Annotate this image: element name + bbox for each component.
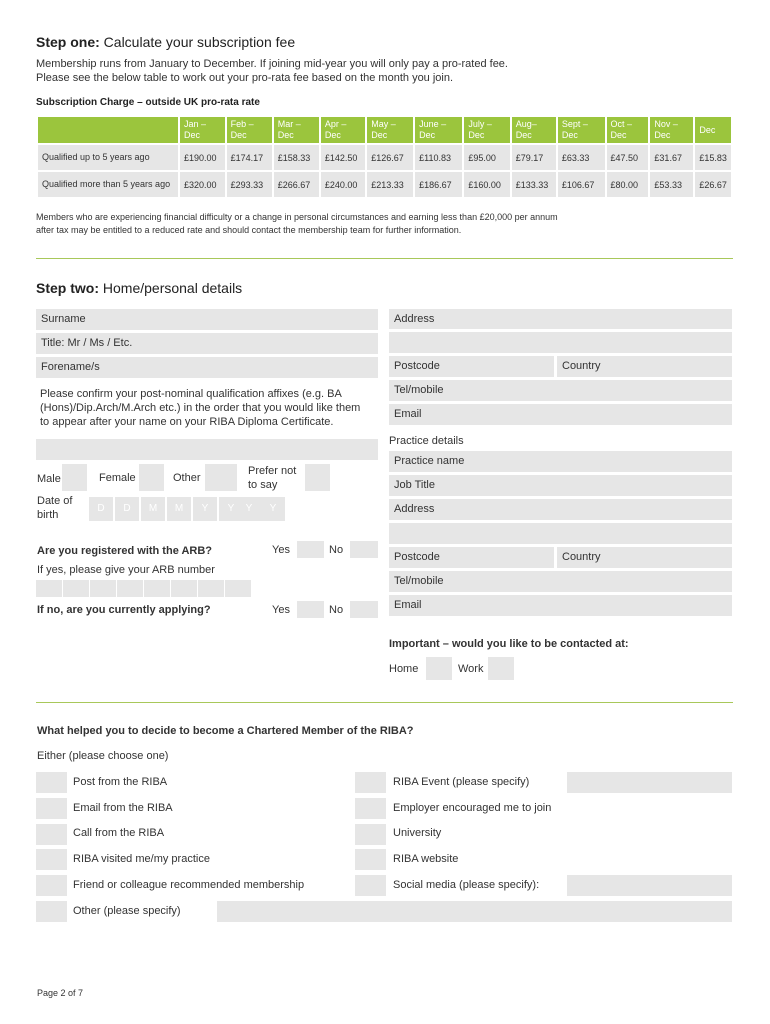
social-specify-input[interactable]: [567, 875, 732, 896]
fee-row-label: Qualified up to 5 years ago: [38, 145, 178, 170]
affix-instruction-1: Please confirm your post-nominal qualification affixes (e.g. BA: [40, 388, 342, 400]
option-checkbox[interactable]: [36, 772, 67, 793]
arb-yes-label: Yes: [272, 544, 290, 556]
section-divider: [36, 702, 733, 703]
title-field[interactable]: Title: Mr / Ms / Etc.: [36, 333, 378, 354]
arb-question: Are you registered with the ARB?: [37, 545, 213, 557]
home-email-field[interactable]: Email: [389, 404, 732, 425]
option-other-label: Other (please specify): [73, 905, 181, 917]
fee-table: [36, 115, 733, 199]
fee-cell: £26.67: [695, 172, 731, 197]
practice-email-field[interactable]: Email: [389, 595, 732, 616]
other-specify-input[interactable]: [217, 901, 732, 922]
option-checkbox[interactable]: [355, 798, 386, 819]
intro-line-2: Please see the below table to work out your pro-rata fee based on the month you join.: [36, 72, 454, 84]
fee-col-header: Jan – Dec: [180, 117, 225, 143]
practice-address-line-2[interactable]: [389, 523, 732, 544]
gender-female-label: Female: [99, 472, 136, 484]
practice-country-field[interactable]: Country: [557, 547, 732, 568]
step-one-heading: [36, 34, 295, 50]
arb-number-digit[interactable]: [198, 580, 224, 597]
affix-instruction-2: (Hons)/Dip.Arch/M.Arch etc.) in the order that you would like them: [40, 402, 361, 414]
home-address-field[interactable]: Address: [389, 309, 732, 329]
dob-digit-input[interactable]: Y: [237, 497, 261, 521]
fee-cell: £110.83: [415, 145, 462, 170]
fee-col-header: Nov – Dec: [650, 117, 693, 143]
step-one-title: Calculate your subscription fee: [99, 34, 296, 50]
fee-col-header: June – Dec: [415, 117, 462, 143]
option-call-label: Call from the RIBA: [73, 827, 165, 839]
option-checkbox[interactable]: [36, 901, 67, 922]
gender-male-checkbox[interactable]: [62, 464, 87, 491]
option-checkbox[interactable]: [355, 875, 386, 896]
section-divider: [36, 258, 733, 259]
fee-cell: £186.67: [415, 172, 462, 197]
fee-cell: £31.67: [650, 145, 693, 170]
fee-cell: £80.00: [607, 172, 649, 197]
home-postcode-field[interactable]: Postcode: [389, 356, 554, 377]
fee-col-header: Mar – Dec: [274, 117, 319, 143]
option-event-label: RIBA Event (please specify): [393, 776, 530, 788]
fee-cell: £293.33: [227, 172, 272, 197]
gender-other-checkbox[interactable]: [205, 464, 237, 491]
affix-instruction-3: to appear after your name on your RIBA Diploma Certificate.: [40, 416, 334, 428]
dob-label-1: Date of: [37, 495, 73, 507]
option-university-label: University: [393, 827, 442, 839]
dob-digit-input[interactable]: D: [89, 497, 113, 521]
arb-number-digit[interactable]: [171, 580, 197, 597]
choose-one-label: Either (please choose one): [37, 750, 169, 762]
fee-cell: £320.00: [180, 172, 225, 197]
arb-number-digit[interactable]: [144, 580, 170, 597]
fee-cell: £266.67: [274, 172, 319, 197]
event-specify-input[interactable]: [567, 772, 732, 793]
option-checkbox[interactable]: [36, 875, 67, 896]
dob-digit-input[interactable]: M: [167, 497, 191, 521]
option-social-label: Social media (please specify):: [393, 879, 540, 891]
arb-number-digit[interactable]: [63, 580, 89, 597]
fee-table-title: Subscription Charge – outside UK pro-rata rate: [36, 97, 260, 108]
gender-female-checkbox[interactable]: [139, 464, 164, 491]
contact-work-label: Work: [458, 663, 484, 675]
step-one-label: Step one:: [36, 34, 100, 50]
dob-digit-input[interactable]: M: [141, 497, 165, 521]
home-country-field[interactable]: Country: [557, 356, 732, 377]
fee-row-label: Qualified more than 5 years ago: [38, 172, 178, 197]
practice-postcode-field[interactable]: Postcode: [389, 547, 554, 568]
gender-prefer-not-checkbox[interactable]: [305, 464, 330, 491]
fee-col-header: Apr – Dec: [321, 117, 365, 143]
applying-yes-label: Yes: [272, 604, 290, 616]
dob-label-2: birth: [37, 509, 59, 521]
gender-prefer-label-2: to say: [248, 479, 278, 491]
option-checkbox[interactable]: [355, 772, 386, 793]
arb-no-checkbox[interactable]: [350, 541, 378, 558]
option-friend-label: Friend or colleague recommended membership: [73, 879, 305, 891]
home-address-line-2[interactable]: [389, 332, 732, 353]
fee-cell: £106.67: [558, 172, 605, 197]
fee-col-header: May – Dec: [367, 117, 413, 143]
option-checkbox[interactable]: [355, 824, 386, 845]
fee-cell: £160.00: [464, 172, 509, 197]
dob-digit-input[interactable]: Y: [193, 497, 217, 521]
contact-home-checkbox[interactable]: [426, 657, 452, 680]
fee-cell: £63.33: [558, 145, 605, 170]
option-checkbox[interactable]: [36, 824, 67, 845]
dob-digit-input[interactable]: Y: [261, 497, 285, 521]
surname-field[interactable]: Surname: [36, 309, 378, 330]
arb-yes-checkbox[interactable]: [297, 541, 324, 558]
option-checkbox[interactable]: [36, 798, 67, 819]
step-two-title: Home/personal details: [99, 280, 243, 296]
practice-details-label: Practice details: [389, 435, 464, 447]
fee-cell: £53.33: [650, 172, 693, 197]
step-two-label: Step two:: [36, 280, 99, 296]
step-two-heading: [36, 280, 242, 296]
dob-digit-input[interactable]: D: [115, 497, 139, 521]
fee-cell: £15.83: [695, 145, 731, 170]
arb-number-digit[interactable]: [90, 580, 116, 597]
fee-col-header: July – Dec: [464, 117, 509, 143]
option-website-label: RIBA website: [393, 853, 459, 865]
page-number: Page 2 of 7: [37, 988, 84, 998]
gender-prefer-label-1: Prefer not: [248, 465, 297, 477]
applying-no-checkbox[interactable]: [350, 601, 378, 618]
applying-no-label: No: [329, 604, 344, 616]
fee-cell: £190.00: [180, 145, 225, 170]
fee-table-header: [38, 117, 731, 143]
fee-cell: £79.17: [512, 145, 556, 170]
dob-digit-input[interactable]: Y: [219, 497, 243, 521]
fee-cell: £240.00: [321, 172, 365, 197]
arb-number-digit[interactable]: [225, 580, 251, 597]
fee-cell: £47.50: [607, 145, 649, 170]
option-checkbox[interactable]: [355, 849, 386, 870]
gender-other-label: Other: [173, 472, 201, 484]
fee-cell: £213.33: [367, 172, 413, 197]
fee-col-header: Feb – Dec: [227, 117, 272, 143]
contact-home-label: Home: [389, 663, 419, 675]
fee-col-header: Dec: [695, 117, 731, 143]
fee-cell: £158.33: [274, 145, 319, 170]
hardship-note-1: Members who are experiencing financial difficulty or a change in personal circumstances and earning less than £20,000 per annum: [36, 212, 558, 222]
fee-col-header: Aug– Dec: [512, 117, 556, 143]
arb-number-digit[interactable]: [36, 580, 62, 597]
gender-male-label: Male: [37, 473, 61, 485]
option-visit-label: RIBA visited me/my practice: [73, 853, 210, 865]
arb-number-digit[interactable]: [117, 580, 143, 597]
intro-line-1: Membership runs from January to December. If joining mid-year you will only pay a pro-rated fee.: [36, 58, 508, 70]
hardship-note-2: after tax may be entitled to a reduced rate and should contact the membership team for further information.: [36, 225, 462, 235]
option-email-label: Email from the RIBA: [73, 802, 173, 814]
practice-tel-field[interactable]: Tel/mobile: [389, 571, 732, 592]
fee-col-header: Sept – Dec: [558, 117, 605, 143]
contact-question: Important – would you like to be contacted at:: [389, 638, 629, 650]
fee-cell: £126.67: [367, 145, 413, 170]
forenames-field[interactable]: Forename/s: [36, 357, 378, 378]
arb-number-prompt: If yes, please give your ARB number: [37, 564, 215, 576]
applying-question: If no, are you currently applying?: [37, 604, 211, 616]
option-checkbox[interactable]: [36, 849, 67, 870]
motivation-question: What helped you to decide to become a Chartered Member of the RIBA?: [37, 725, 414, 737]
fee-cell: £174.17: [227, 145, 272, 170]
applying-yes-checkbox[interactable]: [297, 601, 324, 618]
contact-work-checkbox[interactable]: [488, 657, 514, 680]
fee-cell: £133.33: [512, 172, 556, 197]
home-tel-field[interactable]: Tel/mobile: [389, 380, 732, 401]
fee-col-header: Oct – Dec: [607, 117, 649, 143]
fee-cell: £95.00: [464, 145, 509, 170]
practice-address-field[interactable]: Address: [389, 499, 732, 520]
fee-table-corner: [38, 117, 178, 143]
option-post-label: Post from the RIBA: [73, 776, 168, 788]
arb-no-label: No: [329, 544, 344, 556]
table-row: [38, 172, 731, 197]
job-title-field[interactable]: Job Title: [389, 475, 732, 496]
fee-cell: £142.50: [321, 145, 365, 170]
affixes-input[interactable]: [36, 439, 378, 460]
practice-name-field[interactable]: Practice name: [389, 451, 732, 472]
table-row: [38, 145, 731, 170]
option-employer-label: Employer encouraged me to join: [393, 802, 552, 814]
